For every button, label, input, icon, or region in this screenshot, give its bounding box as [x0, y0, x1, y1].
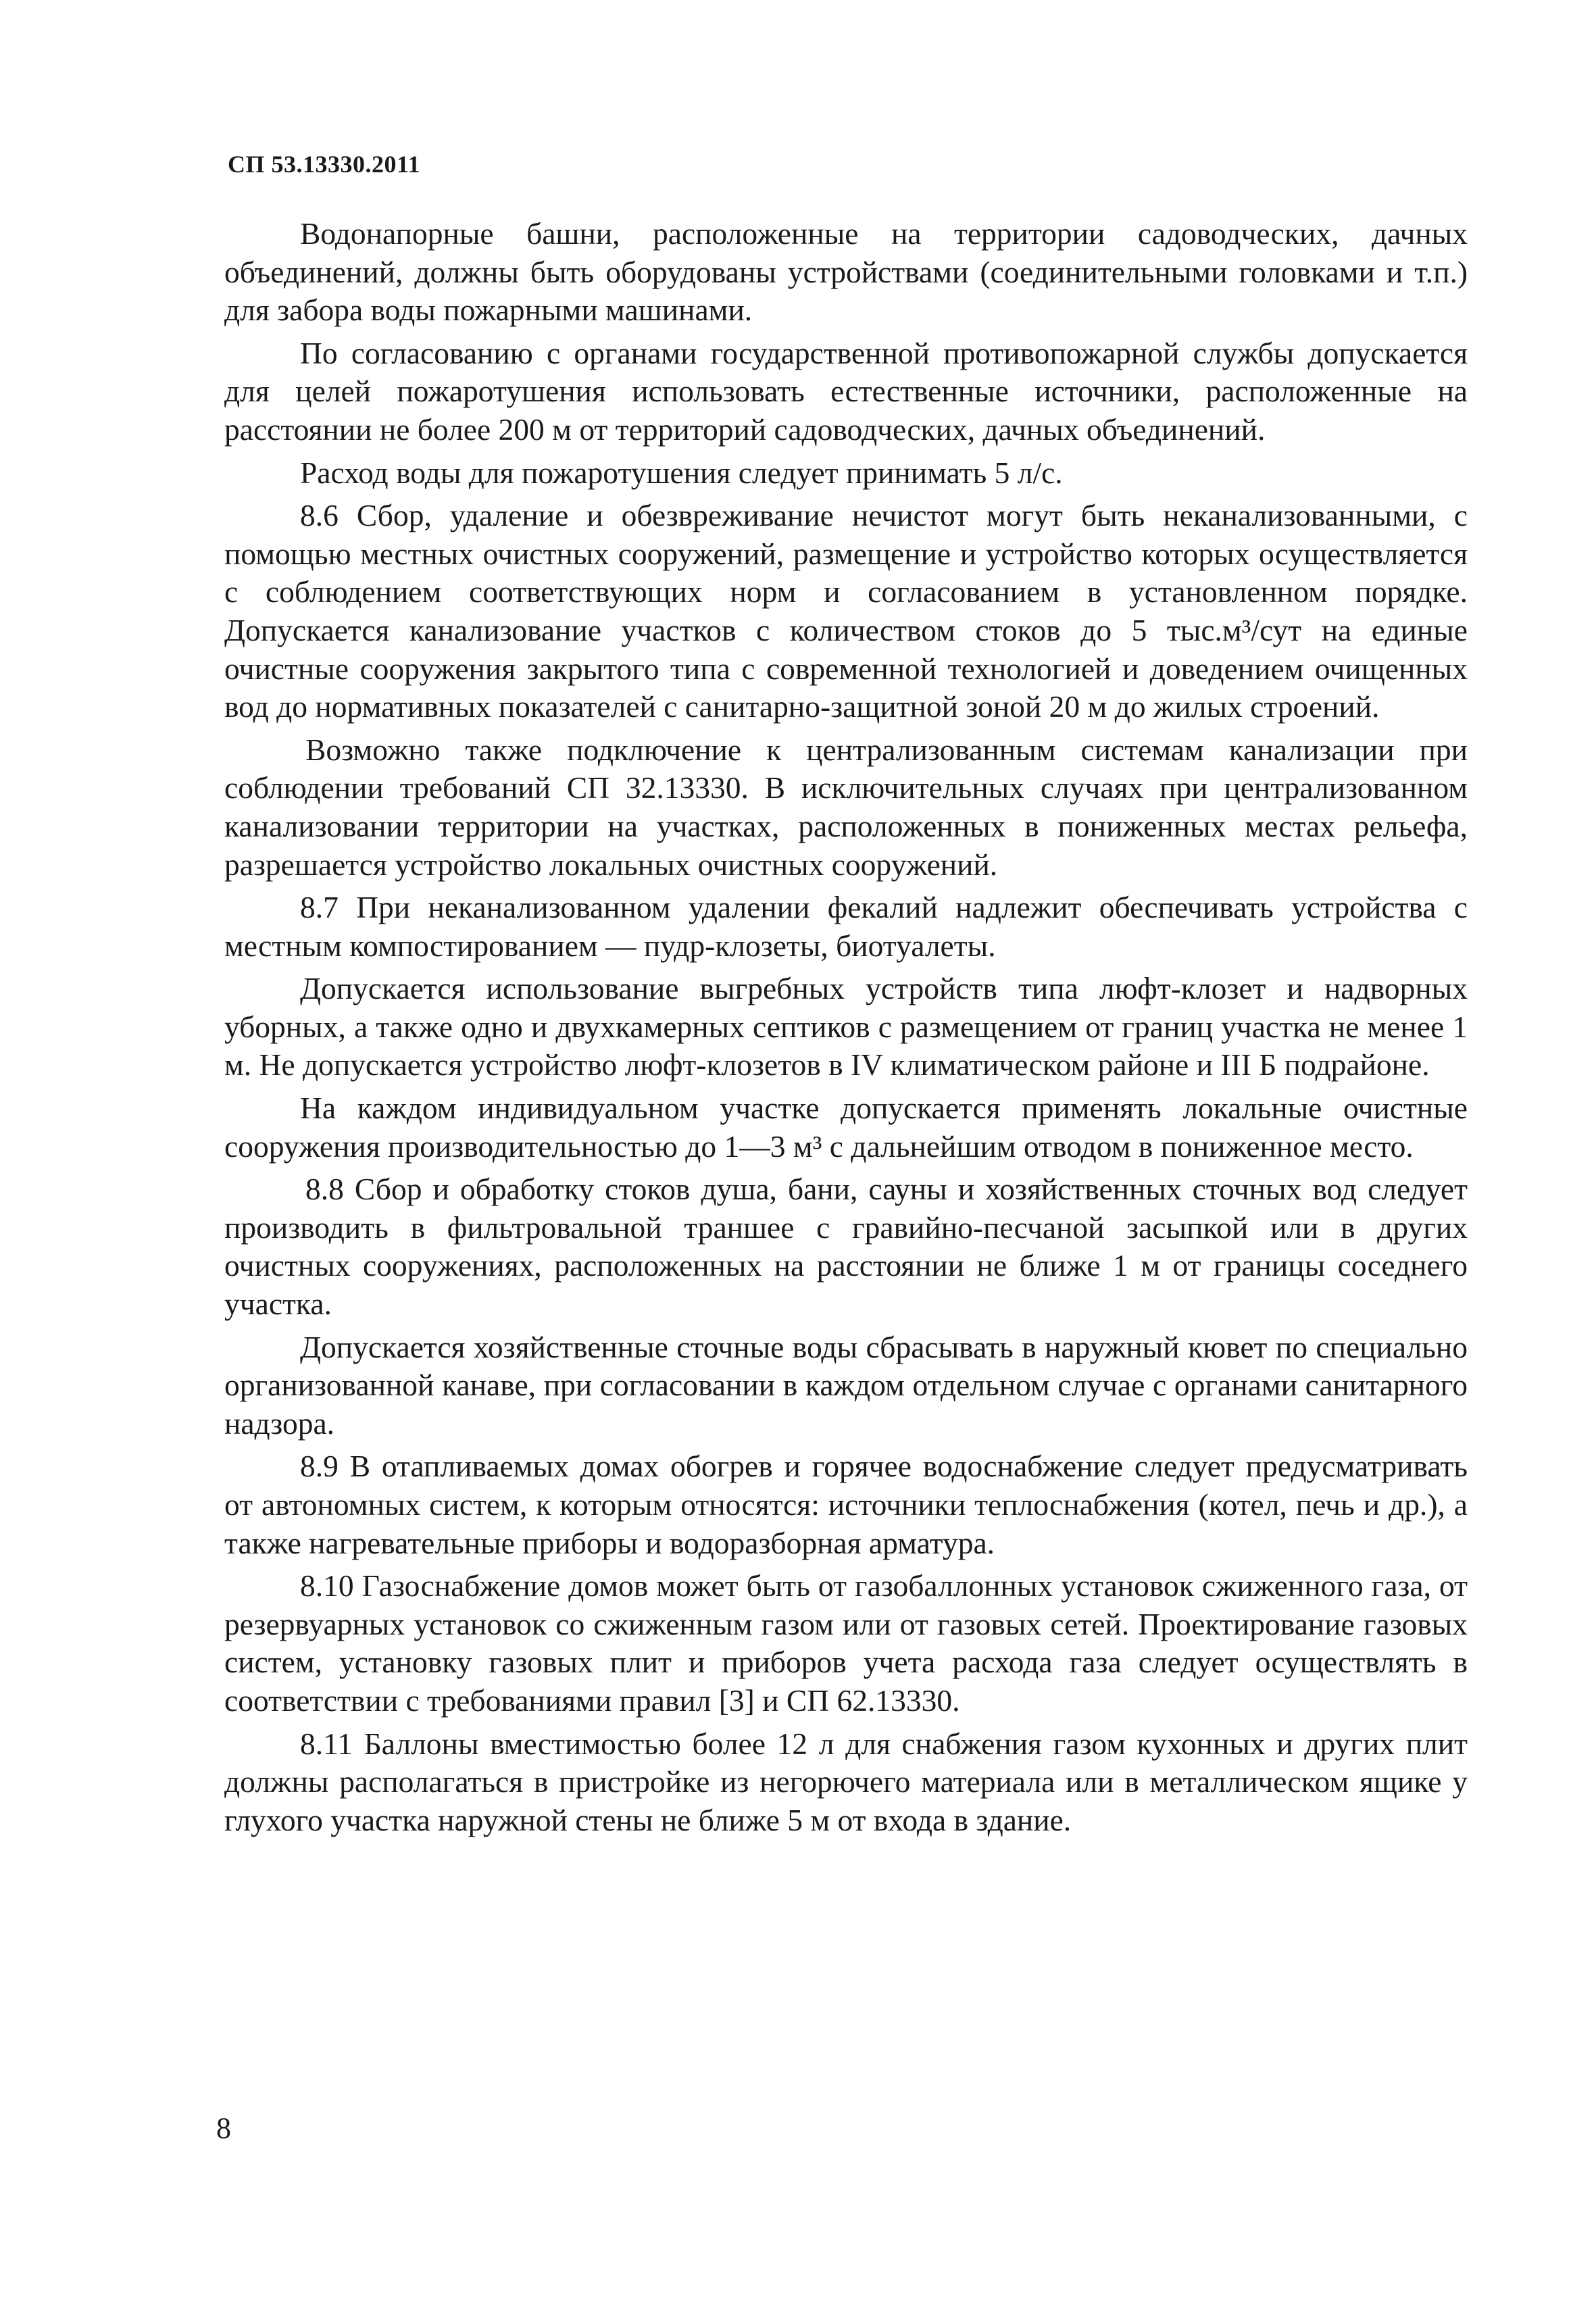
document-code-header: СП 53.13330.2011 — [228, 151, 421, 178]
paragraph-8-7: 8.7 При неканализованном удалении фекалий надлежит обеспечивать устройства с местным компостированием — пудр-клозеты, биотуалеты. — [224, 890, 1468, 963]
paragraph-8-10: 8.10 Газоснабжение домов может быть от газобаллонных установок сжиженного газа, от резервуарных установок со сжиженным газом или от газовых сетей. Проектирование газовых систем, установку газовых плит и приборов учета расхода газа следует осуществлять в соответствии с требованиями правил [3] и СП 62.13330. — [224, 1568, 1468, 1718]
paragraph-8-8: 8.8 Сбор и обработку стоков душа, бани, сауны и хозяйственных сточных вод следует производить в фильтровальной траншее с гравийно-песчаной засыпкой или в других очистных сооружениях, расположенных на расстоянии не ближе 1 м от границы соседнего участка. — [224, 1172, 1468, 1322]
paragraph-water-flow: Расход воды для пожаротушения следует принимать 5 л/с. — [300, 455, 1063, 490]
paragraph-central-sewage: Возможно также подключение к централизованным системам канализации при соблюдении требований СП 32.13330. В исключительных случаях при централизованном канализовании территории на участках, расположенных в пониженных местах рельефа, разрешается устройство локальных очистных сооружений. — [224, 732, 1468, 882]
paragraph-cesspool-devices: Допускается использование выгребных устройств типа люфт-клозет и надворных уборных, а также одно и двухкамерных септиков с размещением от границ участка не менее 1 м. Не допускается устройство люфт-клозетов в IV климатическом районе и III Б подрайоне. — [224, 971, 1468, 1082]
paragraph-water-towers: Водонапорные башни, расположенные на территории садоводческих, дачных объединений, должны быть оборудованы устройствами (соединительными головками и т.п.) для забора воды пожарными машинами. — [224, 216, 1468, 328]
page-number: 8 — [216, 2112, 231, 2145]
document-body — [224, 215, 1468, 1844]
paragraph-household-wastewater: Допускается хозяйственные сточные воды сбрасывать в наружный кювет по специально организованной канаве, при согласовании в каждом отдельном случае с органами санитарного надзора. — [224, 1329, 1468, 1441]
paragraph-local-treatment: На каждом индивидуальном участке допускается применять локальные очистные сооружения производительностью до 1—3 м³ с дальнейшим отводом в пониженное место. — [224, 1091, 1468, 1164]
paragraph-8-11: 8.11 Баллоны вместимостью более 12 л для снабжения газом кухонных и других плит должны располагаться в пристройке из негорючего материала или в металлическом ящике у глухого участка наружной стены не ближе 5 м от входа в здание. — [224, 1726, 1468, 1837]
paragraph-8-9: 8.9 В отапливаемых домах обогрев и горячее водоснабжение следует предусматривать от автономных систем, к которым относятся: источники теплоснабжения (котел, печь и др.), а также нагревательные приборы и водоразборная арматура. — [224, 1449, 1468, 1560]
paragraph-natural-sources: По согласованию с органами государственной противопожарной службы допускается для целей пожаротушения использовать естественные источники, расположенные на расстоянии не более 200 м от территорий садоводческих, дачных объединений. — [224, 335, 1468, 447]
paragraph-8-6: 8.6 Сбор, удаление и обезвреживание нечистот могут быть неканализованными, с помощью местных очистных сооружений, размещение и устройство которых осуществляется с соблюдением соответствующих норм и согласованием в установленном порядке. Допускается канализование участков с количеством стоков до 5 тыс.м³/сут на единые очистные сооружения закрытого типа с современной технологией и доведением очищенных вод до нормативных показателей с санитарно-защитной зоной 20 м до жилых строений. — [224, 498, 1468, 724]
